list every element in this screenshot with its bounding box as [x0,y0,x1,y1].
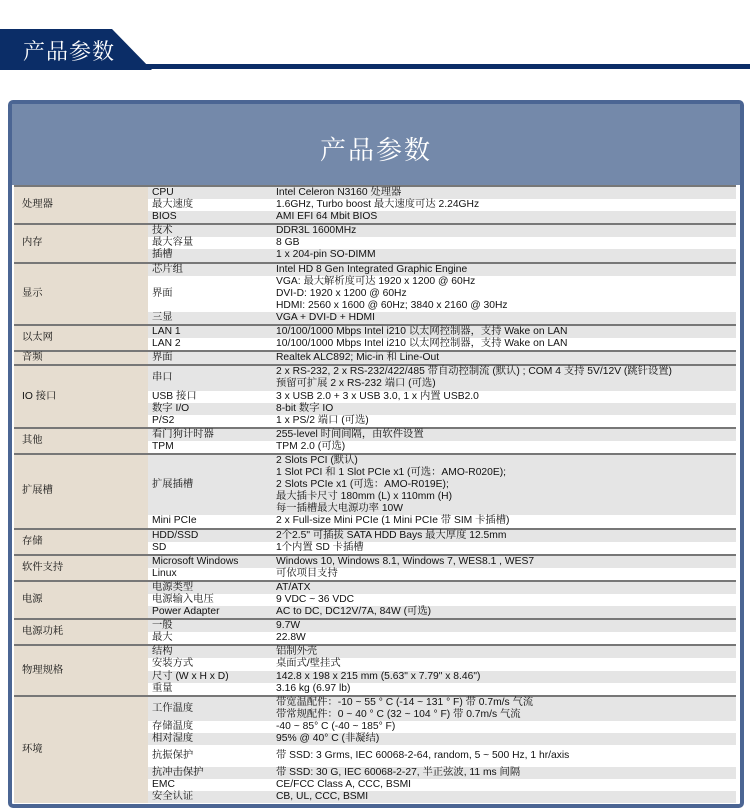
spec-value-line: 8 GB [276,237,300,249]
spec-key: SD [152,541,167,553]
spec-value-line: 3.16 kg (6.97 lb) [276,682,351,694]
spec-key: 芯片组 [148,263,272,276]
spec-key: 扩展插槽 [148,454,272,515]
spec-value-line: 22.8W [276,632,306,644]
spec-key: TPM [152,440,174,452]
spec-value [272,365,736,390]
spec-value-line: 95% @ 40° C (非凝结) [276,733,380,745]
spec-value-line: AC to DC, DC12V/7A, 84W (可选) [276,606,432,618]
spec-value [272,312,736,325]
spec-card-title: 产品参数 [319,136,432,166]
spec-value [272,237,736,249]
spec-key: 电源输入电压 [152,594,214,605]
spec-value-line: 2 x Full-size Mini PCIe (1 Mini PCIe 带 SIM 卡插槽) [276,515,510,527]
spec-row [14,365,736,390]
spec-category: 电源 [14,581,148,619]
spec-value [272,696,736,721]
spec-value-line: 1 x PS/2 端口 (可选) [276,414,369,426]
spec-value-line: CE/FCC Class A, CCC, BSMI [276,779,412,791]
spec-value-line: 255-level 时间间隔，由软件设置 [276,428,424,440]
spec-value-line: Windows 10, Windows 8.1, Windows 7, WES8.1 , WES7 [276,555,535,567]
spec-value [272,403,736,415]
spec-category: 其他 [14,428,148,454]
spec-value-line: HDMI: 2560 x 1600 @ 60Hz; 3840 x 2160 @ 30Hz [276,299,508,311]
spec-key: 最大 [152,632,173,644]
spec-value [272,211,736,224]
spec-value [272,454,736,515]
spec-key: 重量 [152,682,173,694]
banner-title: 产品参数 [23,40,116,65]
spec-value-line: 1个内置 SD 卡插槽 [276,541,364,553]
spec-key: 存储温度 [152,720,194,732]
spec-key: 安全认证 [148,791,272,803]
spec-value [272,325,736,338]
spec-table [14,185,736,803]
spec-key: Power Adapter [148,606,272,619]
spec-value [272,529,736,542]
spec-key: 界面 [148,351,272,365]
spec-value [272,441,736,454]
spec-row [14,696,736,721]
spec-card [8,100,744,808]
spec-key: Mini PCIe [152,515,197,527]
spec-key: 工作温度 [148,696,272,721]
spec-value-line: 2个2.5" 可插拔 SATA HDD Bays 最大厚度 12.5mm [276,529,507,541]
spec-value-line: 可依项目支持 [276,567,338,579]
spec-key: 数字 I/O [148,403,272,415]
spec-value-line: 带 SSD: 3 Grms, IEC 60068-2-64, random, 5 ~ 500 Hz, 1 hr/axis [276,750,570,762]
spec-key: 串口 [148,365,272,390]
spec-key: CPU [148,186,272,199]
spec-value-line: 带常规配件：0 ~ 40 ° C (32 ~ 104 ° F) 带 0.7m/s 气流 [276,708,521,720]
spec-value [272,581,736,594]
spec-category: 电源功耗 [14,619,148,645]
spec-value [272,263,736,276]
spec-value-line: Realtek ALC892; Mic-in 和 Line-Out [276,352,440,364]
spec-row [14,645,736,658]
spec-value [272,391,736,403]
spec-value [272,745,736,767]
spec-row [14,581,736,594]
spec-value [272,428,736,441]
spec-value [272,658,736,670]
spec-key: 相对湿度 [148,733,272,745]
spec-key: 抗振保护 [152,750,194,762]
section-banner [0,29,750,71]
spec-key: 最大容量 [152,237,194,249]
spec-value [272,568,736,581]
spec-row [14,428,736,441]
spec-key: USB 接口 [152,390,197,402]
banner-underline [145,64,750,69]
spec-row [14,325,736,338]
spec-category: 音频 [14,351,148,365]
spec-row [14,619,736,632]
spec-value-line: AT/ATX [276,581,311,593]
spec-value-line: 10/100/1000 Mbps Intel i210 以太网控制器，支持 Wake on LAN [276,338,568,350]
spec-row [14,224,736,237]
spec-value [272,186,736,199]
spec-value-line: Intel HD 8 Gen Integrated Graphic Engine [276,263,468,275]
spec-value-line: 铝制外壳 [276,646,318,658]
spec-row [14,529,736,542]
spec-key: Microsoft Windows [148,555,272,568]
spec-value [272,632,736,645]
spec-key: BIOS [148,211,272,224]
spec-value-line: 2 Slots PCIe x1 (可选：AMO-R019E); [276,479,449,491]
spec-value [272,619,736,632]
spec-key: LAN 1 [148,325,272,338]
spec-row [14,555,736,568]
spec-key: 技术 [148,224,272,237]
spec-value [272,542,736,555]
spec-value-line: 带宽温配件：-10 ~ 55 ° C (-14 ~ 131 ° F) 带 0.7m/s 气流 [276,696,534,708]
spec-key: 抗冲击保护 [148,767,272,779]
spec-value-line: DVI-D: 1920 x 1200 @ 60Hz [276,287,407,299]
spec-row [14,454,736,515]
spec-key: 看门狗计时器 [148,428,272,441]
spec-value-line: 1 x 204-pin SO-DIMM [276,249,376,261]
spec-value [272,683,736,696]
spec-value-line: 9.7W [276,620,301,632]
spec-value-line: 3 x USB 2.0 + 3 x USB 3.0, 1 x 内置 USB2.0 [276,390,479,402]
spec-value-line: 142.8 x 198 x 215 mm (5.63" x 7.79" x 8.46") [276,670,481,682]
spec-value [272,555,736,568]
spec-value [272,767,736,779]
spec-value-line: 最大插卡尺寸 180mm (L) x 110mm (H) [276,491,453,503]
spec-value [272,249,736,262]
spec-key: 界面 [152,287,173,299]
spec-value-line: DDR3L 1600MHz [276,225,357,237]
spec-value-line: 1 Slot PCI 和 1 Slot PCIe x1 (可选：AMO-R020E); [276,467,507,479]
spec-key: P/S2 [152,414,175,426]
spec-value [272,671,736,683]
spec-value-line: AMI EFI 64 Mbit BIOS [276,211,378,223]
spec-value-line: Intel Celeron N3160 处理器 [276,187,402,198]
spec-category: 软件支持 [14,555,148,581]
spec-value [272,645,736,658]
spec-value-line: 1.6GHz, Turbo boost 最大速度可达 2.24GHz [276,199,480,211]
spec-key: 电源类型 [148,581,272,594]
spec-value-line: 带 SSD: 30 G, IEC 60068-2-27, 半正弦波, 11 ms 间隔 [276,767,521,779]
spec-value [272,515,736,528]
spec-value-line: CB, UL, CCC, BSMI [276,791,369,803]
spec-value-line: -40 ~ 85° C (-40 ~ 185° F) [276,720,396,732]
spec-key: 尺寸 (W x H x D) [148,671,272,683]
spec-key: 结构 [148,645,272,658]
spec-value-line: TPM 2.0 (可选) [276,440,346,452]
spec-value [272,733,736,745]
spec-row [14,186,736,199]
spec-category: 存储 [14,529,148,555]
spec-value [272,224,736,237]
spec-value [272,338,736,351]
spec-key: HDD/SSD [148,529,272,542]
spec-value-line: VGA + DVI-D + HDMI [276,311,375,323]
spec-value [272,721,736,733]
spec-value-line: 8-bit 数字 IO [276,402,334,414]
spec-value [272,779,736,791]
spec-value-line: 10/100/1000 Mbps Intel i210 以太网控制器，支持 Wake on LAN [276,326,568,338]
spec-value [272,606,736,619]
spec-value [272,594,736,606]
spec-value-line: 每一插槽最大电源功率 10W [276,503,404,515]
spec-value-line: VGA: 最大解析度可达 1920 x 1200 @ 60Hz [276,275,476,287]
spec-value-line: 2 Slots PCI (默认) [276,454,358,466]
spec-category: IO 接口 [14,365,148,427]
spec-key: EMC [152,779,175,791]
spec-category: 物理规格 [14,645,148,695]
spec-category: 以太网 [14,325,148,351]
spec-category: 内存 [14,224,148,262]
spec-value [272,791,736,803]
spec-key: Linux [152,567,177,579]
spec-key: LAN 2 [152,338,181,350]
spec-row [14,263,736,276]
spec-key: 安装方式 [152,658,194,670]
spec-value-line: 预留可扩展 2 x RS-232 端口 (可选) [276,378,436,390]
spec-value [272,276,736,312]
spec-category: 显示 [14,263,148,325]
spec-value-line: 9 VDC ~ 36 VDC [276,594,355,605]
spec-category: 扩展槽 [14,454,148,529]
spec-category: 处理器 [14,186,148,224]
spec-card-header [12,104,740,185]
spec-category: 环境 [14,696,148,804]
spec-value [272,199,736,211]
spec-key: 三显 [148,312,272,325]
spec-row [14,351,736,365]
spec-key: 一般 [148,619,272,632]
spec-key: 插槽 [148,249,272,262]
spec-value-line: 桌面式/壁挂式 [276,658,341,670]
spec-value [272,351,736,365]
spec-key: 最大速度 [152,199,194,211]
spec-value [272,415,736,428]
spec-value-line: 2 x RS-232, 2 x RS-232/422/485 带自动控制流 (默认) ; COM 4 支持 5V/12V (跳针设置) [276,366,672,378]
